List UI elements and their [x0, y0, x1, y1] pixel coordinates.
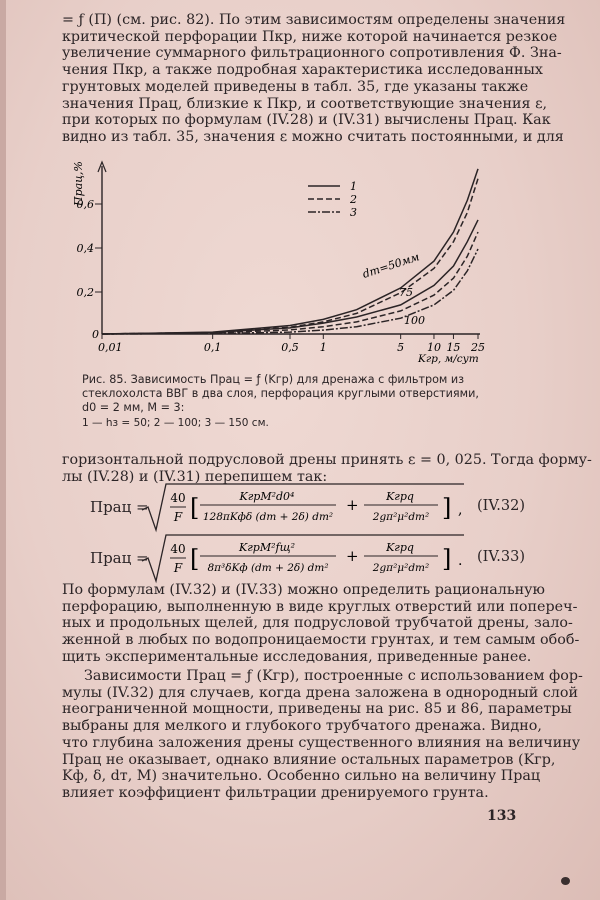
factor-numerator: 40: [170, 542, 186, 556]
x-tick-label: 0,01: [98, 341, 123, 354]
left-bracket: [: [190, 545, 200, 573]
y-tick-label: 0: [92, 328, 99, 341]
term2-denominator: 2gπ²μ²dт²: [372, 511, 430, 523]
equation-body: [140, 480, 470, 536]
y-tick-label: 0,6: [76, 198, 94, 211]
curve-label: 100: [404, 314, 425, 327]
text-line: женной в любых по водопроницаемости грунтах, и тем самым обоб-: [62, 632, 580, 649]
y-axis-label: Прац,%: [72, 161, 85, 206]
equation-number: (IV.33): [476, 549, 525, 565]
term2-denominator: 2gπ²μ²dт²: [372, 562, 430, 574]
x-tick-label: 10: [426, 341, 441, 354]
text-line: Прац не оказывает, однако влияние остальных параметров (Kгр,: [62, 751, 556, 768]
term2-numerator: Kгрq: [386, 541, 414, 554]
paragraph-rational-perforation: [62, 582, 580, 666]
equation-iv32: [70, 480, 525, 536]
text-line: видно из табл. 35, значения ε можно считать постоянными, и для: [62, 128, 564, 145]
x-ticks: [98, 334, 485, 354]
term2-numerator: Kгрq: [386, 490, 414, 503]
term1-numerator: KгрM²fщ²: [239, 541, 295, 554]
y-tick-label: 0,2: [76, 286, 94, 299]
equation-punctuation: .: [458, 553, 463, 569]
text-line: ных и продольных щелей, для подрусловой трубчатой дрены, зало-: [62, 615, 573, 632]
text-line: значения Прац, близкие к Пкр, и соответствующие значения ε,: [62, 95, 548, 112]
equation-iv33: [70, 531, 525, 587]
text-line: влияет коэффициент фильтрации дренируемого грунта.: [62, 784, 489, 801]
factor-denominator: F: [173, 510, 183, 524]
figure-caption: [82, 373, 522, 430]
equation-punctuation: ,: [458, 502, 463, 518]
caption-line: 1 — hз = 50; 2 — 100; 3 — 150 см.: [82, 416, 269, 429]
figure-85: [70, 148, 510, 368]
text-line: критической перфорации Пкр, ниже которой начинается резкое: [62, 28, 558, 45]
text-line: увеличение суммарного фильтрационного сопротивления Ф. Зна-: [62, 45, 562, 62]
plus-sign: +: [346, 547, 359, 565]
y-tick-label: 0,4: [76, 242, 94, 255]
series-line: [102, 179, 478, 334]
text-line: неограниченной мощности, приведены на рис. 85 и 86, параметры: [62, 701, 572, 718]
text-line: чения Пкр, а также подробная характеристика исследованных: [62, 62, 543, 79]
text-line: Зависимости Прац = ƒ (Kгр), построенные с использованием фор-: [84, 668, 583, 684]
text-line: перфорацию, выполненную в виде круглых отверстий или попереч-: [62, 598, 578, 615]
text-line: = ƒ (П) (см. рис. 82). По этим зависимостям определены значения: [62, 12, 566, 28]
x-tick-label: 5: [397, 341, 405, 354]
equation-number: (IV.32): [476, 498, 525, 514]
text-line: мулы (IV.32) для случаев, когда дрена заложена в однородный слой: [62, 684, 579, 701]
equation-body: [140, 531, 470, 587]
x-tick-label: 0,1: [203, 341, 222, 354]
text-line: грунтовых моделей приведены в табл. 35, где указаны также: [62, 78, 529, 95]
ink-spot: [561, 877, 570, 885]
caption-line: стеклохолста ВВГ в два слоя, перфорация круглыми отверстиями,: [82, 387, 479, 401]
legend-label: 1: [350, 180, 357, 193]
page-edge: [0, 0, 6, 900]
term1-denominator: 128πKфδ (dт + 2δ) dт²: [202, 511, 334, 523]
chart-legend: [308, 180, 357, 219]
term1-numerator: KгрM²d0⁴: [239, 490, 295, 503]
text-line: при которых по формулам (IV.28) и (IV.31) вычислены Прац. Как: [62, 112, 551, 129]
plus-sign: +: [346, 496, 359, 514]
equation-lhs: Прац =: [90, 549, 149, 567]
x-axis-label: Kгр, м/сут: [418, 353, 479, 365]
term1-denominator: 8π³δKф (dт + 2δ) dт²: [207, 562, 329, 574]
caption-line: Рис. 85. Зависимость Прац = ƒ (Kгр) для дренажа с фильтром из: [82, 373, 465, 386]
x-tick-label: 25: [471, 341, 485, 354]
chart-curves: [102, 169, 478, 334]
text-line: щить экспериментальные исследования, приведенные ранее.: [62, 648, 532, 665]
text-line: горизонтальной подрусловой дрены принять ε = 0, 025. Тогда форму-: [62, 452, 592, 468]
curve-label: dт=50мм: [360, 250, 421, 281]
text-line: По формулам (IV.32) и (IV.33) можно определить рациональную: [62, 582, 546, 598]
page-number: 133: [487, 808, 517, 824]
right-bracket: ]: [442, 545, 452, 573]
legend-label: 3: [350, 206, 357, 219]
factor-numerator: 40: [170, 491, 186, 505]
factor-denominator: F: [173, 561, 183, 575]
x-tick-label: 1: [319, 341, 327, 354]
curve-label: 75: [399, 286, 413, 299]
chart: [70, 148, 510, 368]
text-line: что глубина заложения дрены существенного влияния на величину: [62, 734, 581, 751]
text-line: Kф, δ, dт, M) значительно. Особенно сильно на величину Прац: [62, 768, 541, 785]
x-tick-label: 0,5: [281, 341, 299, 354]
paragraph-dependencies: [62, 668, 583, 802]
legend-label: 2: [350, 193, 357, 206]
paragraph-intro: [62, 12, 566, 146]
x-tick-label: 15: [446, 341, 461, 354]
curve-labels: [361, 250, 425, 327]
text-line: лы (IV.28) и (IV.31) перепишем так:: [62, 468, 328, 485]
text-line: выбраны для мелкого и глубокого трубчатого дренажа. Видно,: [62, 718, 542, 735]
right-bracket: ]: [442, 494, 452, 522]
equation-lhs: Прац =: [90, 498, 149, 516]
caption-line: d0 = 2 мм, M = 3:: [82, 401, 185, 415]
left-bracket: [: [190, 494, 200, 522]
